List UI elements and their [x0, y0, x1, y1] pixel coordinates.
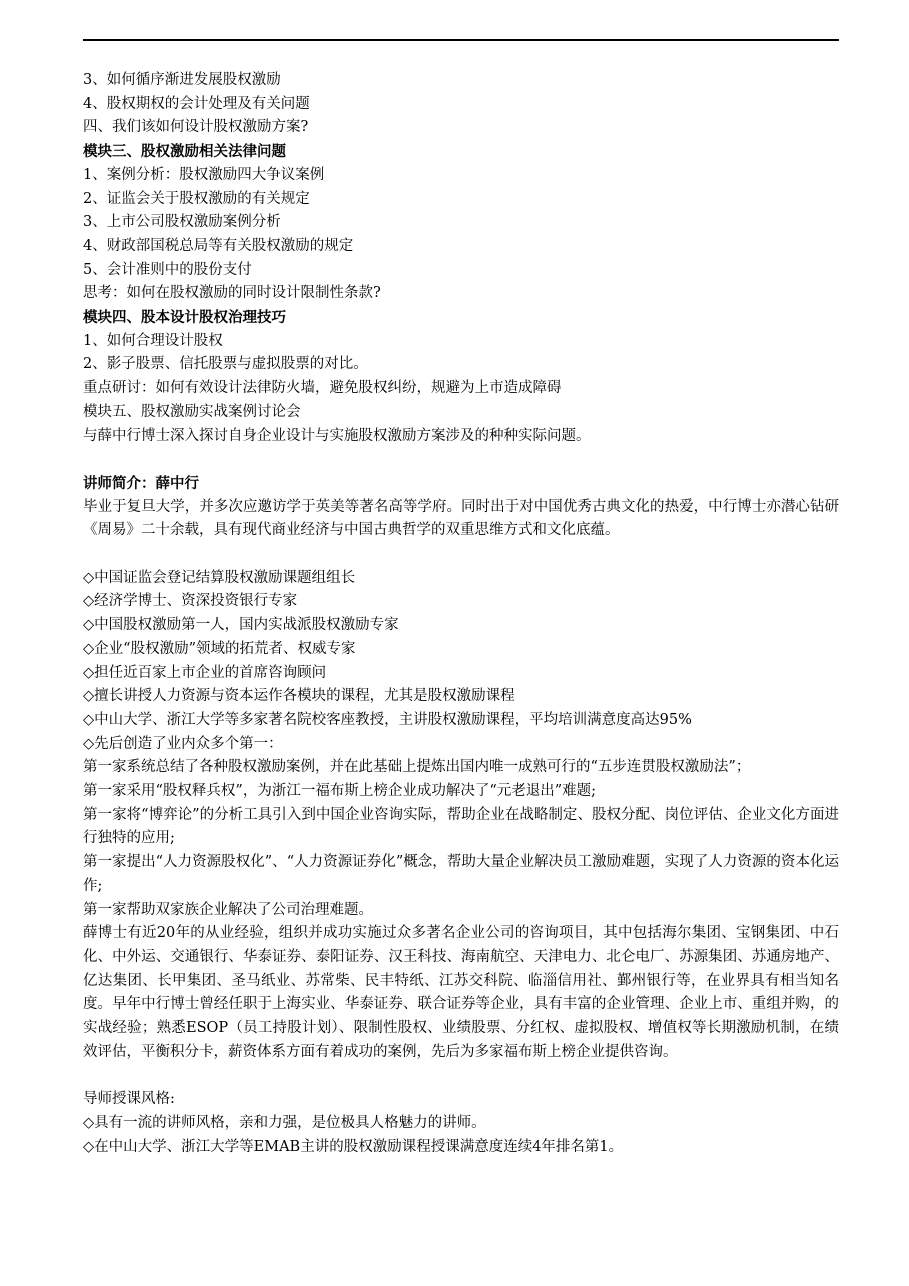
spacer: [83, 1065, 839, 1089]
lecturer-bullet: ◇企业“股权激励”领域的拓荒者、权威专家: [83, 640, 356, 657]
style-heading: 导师授课风格:: [83, 1091, 175, 1108]
lecturer-first: 第一家提出“人力资源股权化”、“人力资源证券化”概念，帮助大量企业解决员工激励难题，实现了人力资源的资本化运作;: [83, 854, 839, 894]
module3-item: 1、案例分析：股权激励四大争议案例: [83, 166, 325, 183]
lecturer-first: 第一家系统总结了各种股权激励案例，并在此基础上提炼出国内唯一成熟可行的“五步连贯股权激励法”；: [83, 759, 751, 776]
lecturer-bullet: ◇擅长讲授人力资源与资本运作各模块的课程，尤其是股权激励课程: [83, 688, 515, 705]
spacer: [83, 448, 839, 472]
spacer: [83, 543, 839, 567]
module4-focus: 重点研讨：如何有效设计法律防火墙，避免股权纠纷，规避为上市造成障碍: [83, 380, 562, 397]
module4-heading: 模块四、股本设计股权治理技巧: [83, 309, 286, 327]
lecturer-first: 第一家将“博弈论”的分析工具引入到中国企业咨询实际，帮助企业在战略制定、股权分配、岗位评估、企业文化方面进行独特的应用;: [83, 806, 839, 847]
text-line: 4、股权期权的会计处理及有关问题: [83, 95, 310, 112]
lecturer-bullet: ◇担任近百家上市企业的首席咨询顾问: [83, 664, 327, 681]
module3-item: 2、证监会关于股权激励的有关规定: [83, 190, 310, 207]
document-body: [83, 69, 839, 1159]
module3-heading: 模块三、股权激励相关法律问题: [83, 143, 286, 161]
lecturer-bullet: ◇先后创造了业内众多个第一：: [83, 735, 283, 752]
lecturer-experience: 薛博士有近20年的从业经验，组织并成功实施过众多著名企业公司的咨询项目，其中包括海尔集团、宝钢集团、中石化、中外运、交通银行、华泰证券、泰阳证券、汉王科技、海南航空、天津电力、北仑电厂、苏源集团、苏通房地产、亿达集团、长甲集团、圣马纸业、苏常柴、民丰特纸、江苏交科院、临淄信用社、鄞州银行等，在业界具有相当知名度。早年中行博士曾经任职于上海实业、华泰证券、联合证券等企业，具有丰富的企业管理、企业上市、重组并购，的实战经验；熟悉ESOP（员工持股计划）、限制性股权、业绩股票、分红权、虚拟股权、增值权等长期激励机制，在绩效评估，平衡积分卡，薪资体系方面有着成功的案例，先后为多家福布斯上榜企业提供咨询。: [83, 925, 839, 1060]
lecturer-heading: 讲师简介：薛中行: [83, 474, 199, 492]
lecturer-bullet: ◇中国股权激励第一人，国内实战派股权激励专家: [83, 617, 399, 634]
module5-heading: 模块五、股权激励实战案例讨论会: [83, 403, 301, 420]
module3-item: 4、财政部国税总局等有关股权激励的规定: [83, 237, 354, 254]
style-bullet: ◇在中山大学、浙江大学等EMAB主讲的股权激励课程授课满意度连续4年排名第1。: [83, 1138, 624, 1155]
style-bullet: ◇具有一流的讲师风格，亲和力强，是位极具人格魅力的讲师。: [83, 1114, 486, 1131]
module3-item: 3、上市公司股权激励案例分析: [83, 214, 281, 231]
module4-item: 2、影子股票、信托股票与虚拟股票的对比。: [83, 356, 368, 373]
lecturer-first: 第一家采用“股权释兵权”，为浙江一福布斯上榜企业成功解决了“元老退出”难题;: [83, 783, 597, 800]
text-line: 四、我们该如何设计股权激励方案?: [83, 119, 309, 136]
module3-item: 5、会计准则中的股份支付: [83, 261, 252, 278]
module3-thinking: 思考：如何在股权激励的同时设计限制性条款?: [83, 285, 381, 302]
module4-item: 1、如何合理设计股权: [83, 332, 223, 349]
text-line: 3、如何循序渐进发展股权激励: [83, 72, 281, 88]
lecturer-bullet: ◇中国证监会登记结算股权激励课题组组长: [83, 569, 356, 586]
lecturer-intro: 毕业于复旦大学，并多次应邀访学于英美等著名高等学府。同时出于对中国优秀古典文化的热爱，中行博士亦潜心钻研《周易》二十余载，具有现代商业经济与中国古典哲学的双重思维方式和文化底蕴。: [83, 498, 839, 539]
module5-desc: 与薛中行博士深入探讨自身企业设计与实施股权激励方案涉及的种种实际问题。: [83, 427, 591, 444]
lecturer-bullet: ◇经济学博士、资深投资银行专家: [83, 593, 298, 610]
header-rule: [83, 39, 839, 41]
lecturer-bullet: ◇中山大学、浙江大学等多家著名院校客座教授，主讲股权激励课程，平均培训满意度高达95%: [83, 711, 692, 728]
lecturer-first: 第一家帮助双家族企业解决了公司治理难题。: [83, 901, 373, 918]
